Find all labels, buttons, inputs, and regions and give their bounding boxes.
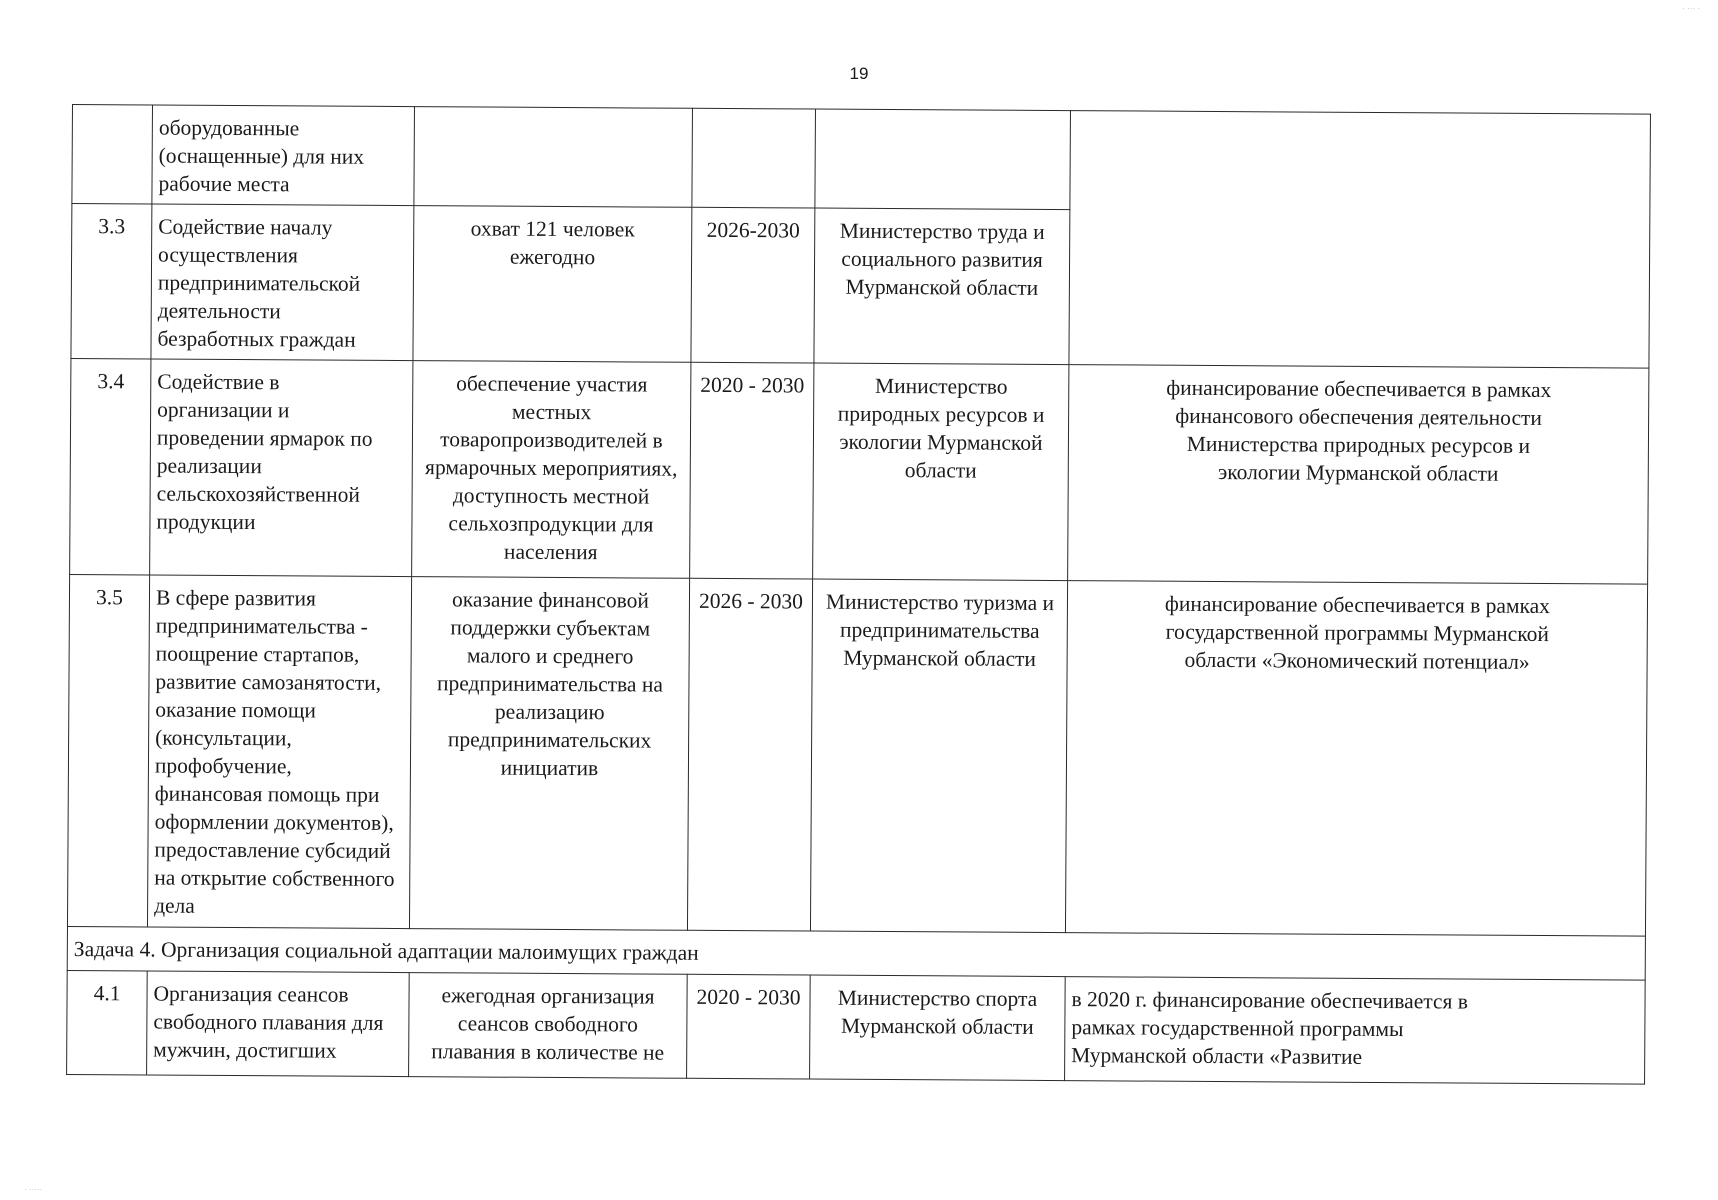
row-number-cell: 3.3 [71,204,152,359]
executor-cell: Министерство туризма и предпринимательства Мурманской области [810,579,1067,933]
measures-table [66,104,1651,1085]
scan-foot-mark: · ····· [24,1185,43,1194]
table-row [67,574,1647,936]
task-heading: Задача 4. Организация социальной адаптации малоимущих граждан [67,926,1645,980]
executor-cell [815,109,1071,210]
measure-name-cell: Содействие началу осуществления предпринимательской деятельности безработных граждан [151,204,414,361]
measure-name-cell: В сфере развития предпринимательства - поощрение стартапов, развитие самозанятости, оказание помощи (консультации, профобучение, финансовая помощь при оформлении документов), предоставление субсидий на открытие собственного дела [147,575,411,929]
row-number-cell: 3.5 [67,574,149,926]
expected-result-cell [414,107,693,208]
measure-name-cell: Организация сеансов свободного плавания для мужчин, достигших [147,971,410,1077]
table-row [70,358,1649,584]
measure-name-cell: Содействие в организации и проведении ярмарок по реализации сельскохозяйственной продукции [150,359,413,577]
page-number: 19 [849,64,869,83]
financing-cell: финансирование обеспечивается в рамках финансового обеспечения деятельности Министерства природных ресурсов и экологии Мурманской области [1068,365,1649,585]
expected-result-cell: охват 121 человек ежегодно [413,206,692,363]
measure-name-cell: оборудованные (оснащенные) для них рабочие места [152,105,415,206]
financing-cell: финансирование обеспечивается в рамках государственной программы Мурманской области «Экономический потенциал» [1065,581,1647,937]
scan-corner-mark: · ··· · [1682,4,1700,13]
executor-cell: Министерство труда и социального развития Мурманской области [814,208,1070,365]
period-cell: 2026 - 2030 [687,578,812,931]
expected-result-cell: ежегодная организация сеансов свободного плавания в количестве не [409,973,688,1079]
expected-result-cell: обеспечение участия местных товаропроизводителей в ярмарочных мероприятиях, доступность местной сельхозпродукции для населения [412,361,691,579]
row-number-cell: 4.1 [67,970,148,1074]
table-row [67,970,1646,1084]
period-cell: 2020 - 2030 [687,974,811,1079]
table-row [72,105,1651,214]
row-number-cell: 3.4 [70,358,151,574]
period-cell: 2026-2030 [691,207,815,363]
financing-cell: в 2020 г. финансирование обеспечивается в рамках государственной программы Мурманской области «Развитие [1065,977,1646,1085]
executor-cell: Министерство спорта Мурманской области [810,975,1066,1081]
expected-result-cell: оказание финансовой поддержки субъектам малого и среднего предпринимательства на реализацию предпринимательских инициатив [409,577,689,931]
period-cell: 2020 - 2030 [690,362,814,579]
row-number-cell [72,105,153,204]
period-cell [692,108,816,208]
executor-cell: Министерство природных ресурсов и экологии Мурманской области [813,363,1069,581]
financing-cell [1069,111,1651,369]
